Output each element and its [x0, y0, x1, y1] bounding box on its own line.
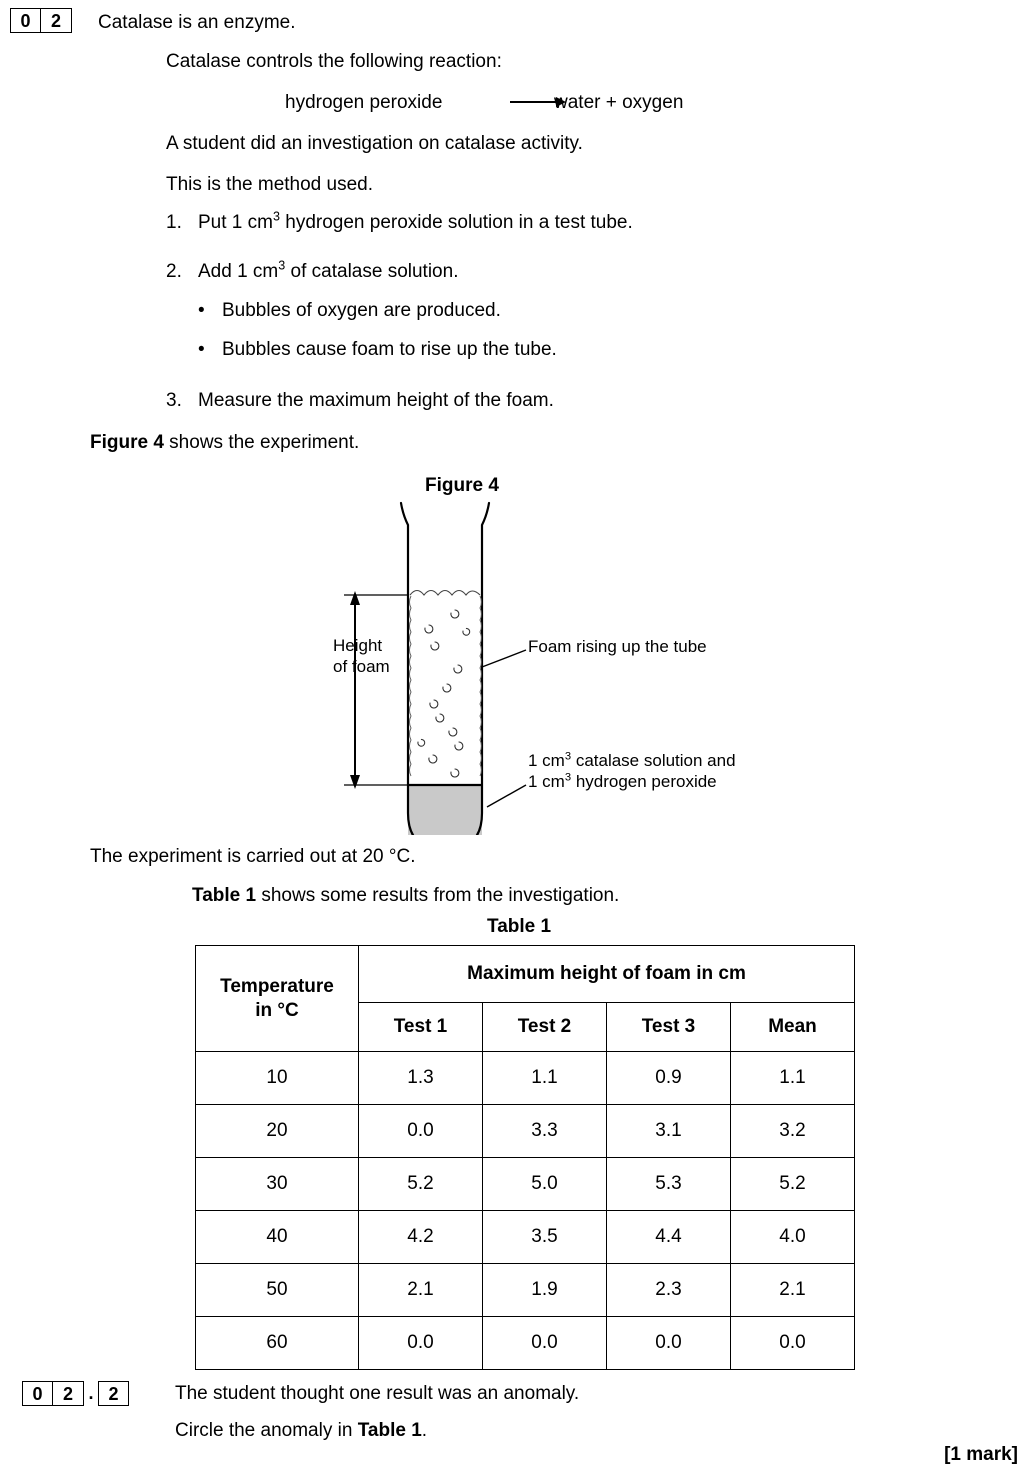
- figure-4: [0, 465, 1030, 835]
- table-intro-bold: Table 1: [192, 885, 257, 906]
- controls-line: Catalase controls the following reaction:: [166, 51, 502, 72]
- question-digit-box: 2: [41, 8, 72, 33]
- cell-mean[interactable]: 3.2: [731, 1105, 855, 1158]
- temperature-header-line-2: in °C: [255, 999, 299, 1021]
- table-row: [196, 1105, 855, 1158]
- cell-temperature: 20: [196, 1105, 359, 1158]
- cell-test1[interactable]: 5.2: [359, 1158, 483, 1211]
- cell-mean[interactable]: 2.1: [731, 1264, 855, 1317]
- question-number-02: [10, 8, 72, 33]
- cell-test2[interactable]: 5.0: [483, 1158, 607, 1211]
- liquid-line2-sup: 3: [564, 771, 572, 784]
- equation-reactant: hydrogen peroxide: [285, 92, 443, 113]
- question-number-02-2: [22, 1381, 129, 1406]
- cell-test2[interactable]: 1.9: [483, 1264, 607, 1317]
- step-1-text: [198, 209, 633, 234]
- cell-temperature: 50: [196, 1264, 359, 1317]
- cell-mean[interactable]: 5.2: [731, 1158, 855, 1211]
- subquestion-line2-post: .: [421, 1420, 428, 1441]
- figure-intro-bold: Figure 4: [90, 432, 164, 453]
- subquestion-line2-pre: Circle the anomaly in: [175, 1420, 358, 1441]
- bullet-item: [198, 339, 557, 361]
- subquestion-line-2: [175, 1419, 427, 1443]
- step-2-marker: 2.: [166, 261, 182, 282]
- cell-test3[interactable]: 0.9: [607, 1052, 731, 1105]
- table-row: [196, 1317, 855, 1370]
- test-3-header: Test 3: [607, 1003, 731, 1052]
- bullet-text: Bubbles cause foam to rise up the tube.: [222, 339, 557, 360]
- subquestion-line-1: The student thought one result was an anomaly.: [175, 1383, 580, 1404]
- cell-test1[interactable]: 0.0: [359, 1105, 483, 1158]
- table-row: [196, 1052, 855, 1105]
- step-2-text-before: Add 1 cm: [198, 261, 279, 282]
- cell-temperature: 30: [196, 1158, 359, 1211]
- mean-header: Mean: [731, 1003, 855, 1052]
- cell-test2[interactable]: 0.0: [483, 1317, 607, 1370]
- question-digit-box: 0: [10, 8, 41, 33]
- cell-temperature: 60: [196, 1317, 359, 1370]
- cell-mean[interactable]: 0.0: [731, 1317, 855, 1370]
- liquid-composition-label: [528, 751, 736, 792]
- bullet-text: Bubbles of oxygen are produced.: [222, 300, 501, 321]
- step-3-text: Measure the maximum height of the foam.: [198, 390, 554, 411]
- step-1-marker: 1.: [166, 212, 182, 233]
- step-1-text-after: hydrogen peroxide solution in a test tube.: [279, 212, 633, 233]
- liquid-leader-line: [487, 785, 526, 807]
- subquestion-digit-box: 0: [22, 1381, 53, 1406]
- step-2-text-after: of catalase solution.: [285, 261, 459, 282]
- table-row: [196, 1264, 855, 1317]
- figure-intro: [90, 431, 359, 455]
- step-2-superscript: 3: [278, 258, 286, 273]
- liquid-line2-pre: 1 cm: [528, 771, 565, 791]
- figure-intro-rest: shows the experiment.: [163, 432, 360, 453]
- foam-rising-label: Foam rising up the tube: [528, 637, 707, 656]
- table-intro: [192, 884, 619, 908]
- subquestion-digit-box: 2: [53, 1381, 84, 1406]
- subquestion-separator: .: [88, 1383, 94, 1403]
- cell-test1[interactable]: 2.1: [359, 1264, 483, 1317]
- cell-test1[interactable]: 1.3: [359, 1052, 483, 1105]
- test-1-header: Test 1: [359, 1003, 483, 1052]
- step-1-superscript: 3: [272, 209, 280, 224]
- cell-test3[interactable]: 4.4: [607, 1211, 731, 1264]
- cell-test3[interactable]: 2.3: [607, 1264, 731, 1317]
- bullet-item: [198, 300, 501, 322]
- results-table: [195, 945, 855, 1370]
- foam-leader-line: [482, 650, 526, 667]
- liquid-line1-sup: 3: [564, 750, 572, 763]
- step-2-text: [198, 258, 459, 283]
- liquid-line2-post: hydrogen peroxide: [571, 771, 717, 791]
- height-label-line-2: of foam: [333, 656, 390, 676]
- cell-test3[interactable]: 0.0: [607, 1317, 731, 1370]
- step-1-text-before: Put 1 cm: [198, 212, 273, 233]
- investigation-line: A student did an investigation on catalase activity.: [166, 133, 583, 154]
- foam-bubbles: [418, 610, 470, 777]
- liquid-label-line-1: [528, 751, 736, 772]
- cell-mean[interactable]: 4.0: [731, 1211, 855, 1264]
- subquestion-part-box: 2: [98, 1381, 129, 1406]
- cell-test2[interactable]: 3.5: [483, 1211, 607, 1264]
- height-arrow: [344, 591, 408, 789]
- marks-allocation: [1 mark]: [944, 1444, 1018, 1465]
- temperature-line: The experiment is carried out at 20 °C.: [90, 846, 416, 867]
- cell-test3[interactable]: 3.1: [607, 1105, 731, 1158]
- table-1-title: Table 1: [487, 916, 552, 937]
- cell-test2[interactable]: 1.1: [483, 1052, 607, 1105]
- bullet-dot-icon: •: [198, 339, 205, 360]
- figure-4-title: Figure 4: [425, 475, 499, 496]
- cell-temperature: 10: [196, 1052, 359, 1105]
- table-row: [196, 1211, 855, 1264]
- equation-products: water + oxygen: [554, 92, 684, 113]
- liquid-line1-pre: 1 cm: [528, 751, 565, 770]
- cell-test1[interactable]: 4.2: [359, 1211, 483, 1264]
- subquestion-line2-bold: Table 1: [357, 1420, 422, 1441]
- height-label-line-1: Height: [333, 636, 383, 655]
- cell-test3[interactable]: 5.3: [607, 1158, 731, 1211]
- table-row: [196, 1158, 855, 1211]
- test-2-header: Test 2: [483, 1003, 607, 1052]
- cell-test1[interactable]: 0.0: [359, 1317, 483, 1370]
- temperature-header: [196, 946, 359, 1052]
- cell-mean[interactable]: 1.1: [731, 1052, 855, 1105]
- step-3-marker: 3.: [166, 390, 182, 411]
- cell-test2[interactable]: 3.3: [483, 1105, 607, 1158]
- cell-temperature: 40: [196, 1211, 359, 1264]
- table-header-row-1: [196, 946, 855, 1003]
- liquid-label-line-2: [528, 772, 736, 793]
- table-intro-rest: shows some results from the investigation.: [256, 885, 620, 906]
- method-intro: This is the method used.: [166, 174, 373, 195]
- height-of-foam-label: [333, 636, 390, 677]
- temperature-header-line-1: Temperature: [220, 975, 334, 997]
- bullet-dot-icon: •: [198, 300, 205, 321]
- question-intro: Catalase is an enzyme.: [98, 12, 296, 33]
- liquid-line1-post: catalase solution and: [571, 751, 736, 770]
- max-height-span-header: Maximum height of foam in cm: [359, 946, 855, 1003]
